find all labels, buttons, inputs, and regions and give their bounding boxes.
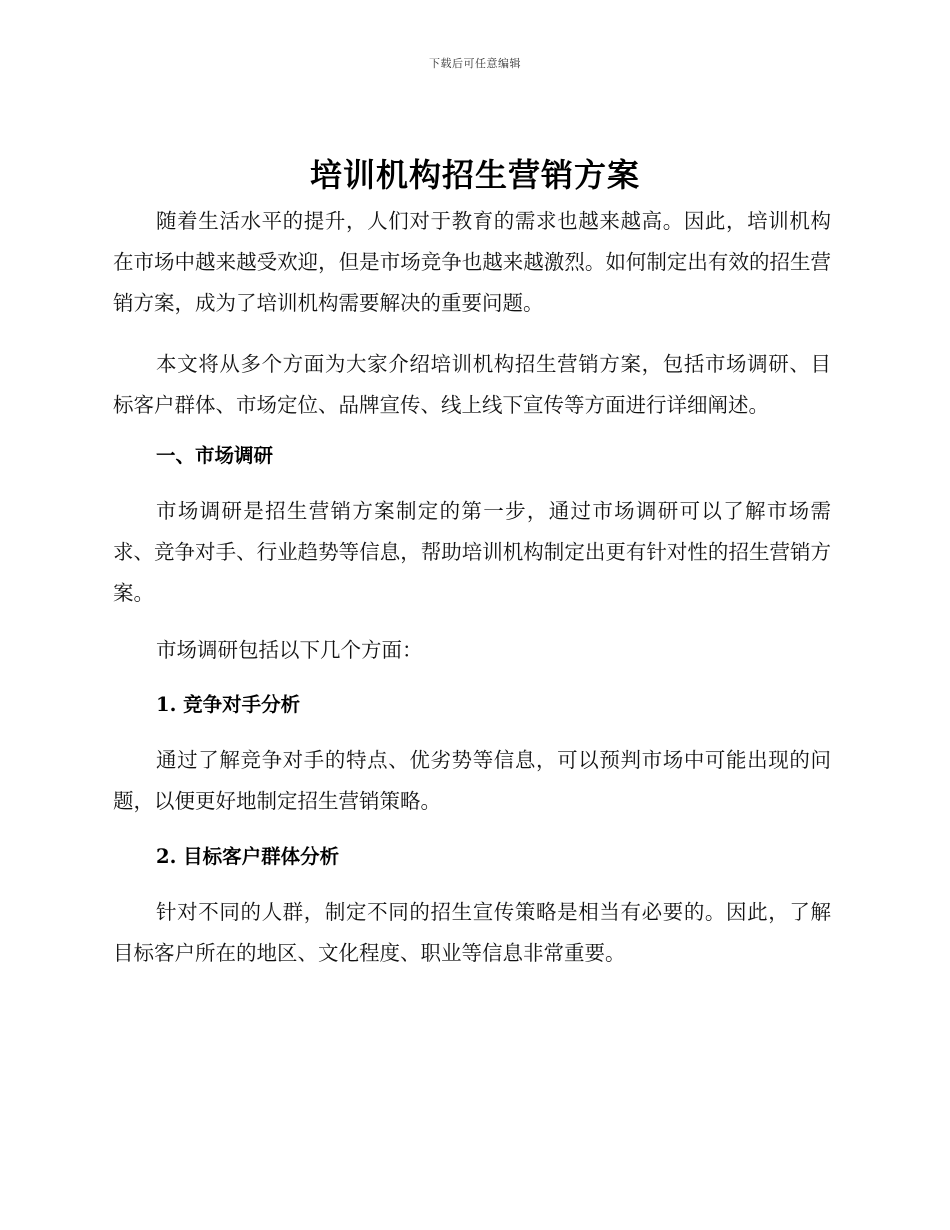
- page-header-note: 下载后可任意编辑: [429, 57, 521, 70]
- subheading-target-customer-analysis: [156, 842, 339, 872]
- subheading-competitor-analysis: [156, 690, 300, 720]
- market-research-paragraph: 市场调研是招生营销方案制定的第一步，通过市场调研可以了解市场需求、竞争对手、行业趋势等信息，帮助培训机构制定出更有针对性的招生营销方案。: [113, 499, 831, 605]
- subheading-number: 2.: [156, 845, 177, 868]
- subheading-text: 目标客户群体分析: [183, 845, 340, 868]
- intro-paragraph: 随着生活水平的提升，人们对于教育的需求也越来越高。因此，培训机构在市场中越来越受欢迎，但是市场竞争也越来越激烈。如何制定出有效的招生营销方案，成为了培训机构需要解决的重要问题。: [113, 209, 831, 315]
- overview-paragraph: 本文将从多个方面为大家介绍培训机构招生营销方案，包括市场调研、目标客户群体、市场定位、品牌宣传、线上线下宣传等方面进行详细阐述。: [113, 352, 831, 417]
- competitor-analysis-paragraph: 通过了解竞争对手的特点、优劣势等信息，可以预判市场中可能出现的问题，以便更好地制定招生营销策略。: [113, 748, 831, 813]
- section-heading-market-research: 一、市场调研: [156, 444, 274, 467]
- subheading-text: 竞争对手分析: [183, 693, 301, 716]
- document-title: 培训机构招生营销方案: [309, 156, 640, 194]
- target-customer-paragraph: 针对不同的人群，制定不同的招生宣传策略是相当有必要的。因此，了解目标客户所在的地区、文化程度、职业等信息非常重要。: [113, 900, 831, 965]
- research-aspects-paragraph: 市场调研包括以下几个方面：: [156, 638, 423, 662]
- subheading-number: 1.: [156, 693, 177, 716]
